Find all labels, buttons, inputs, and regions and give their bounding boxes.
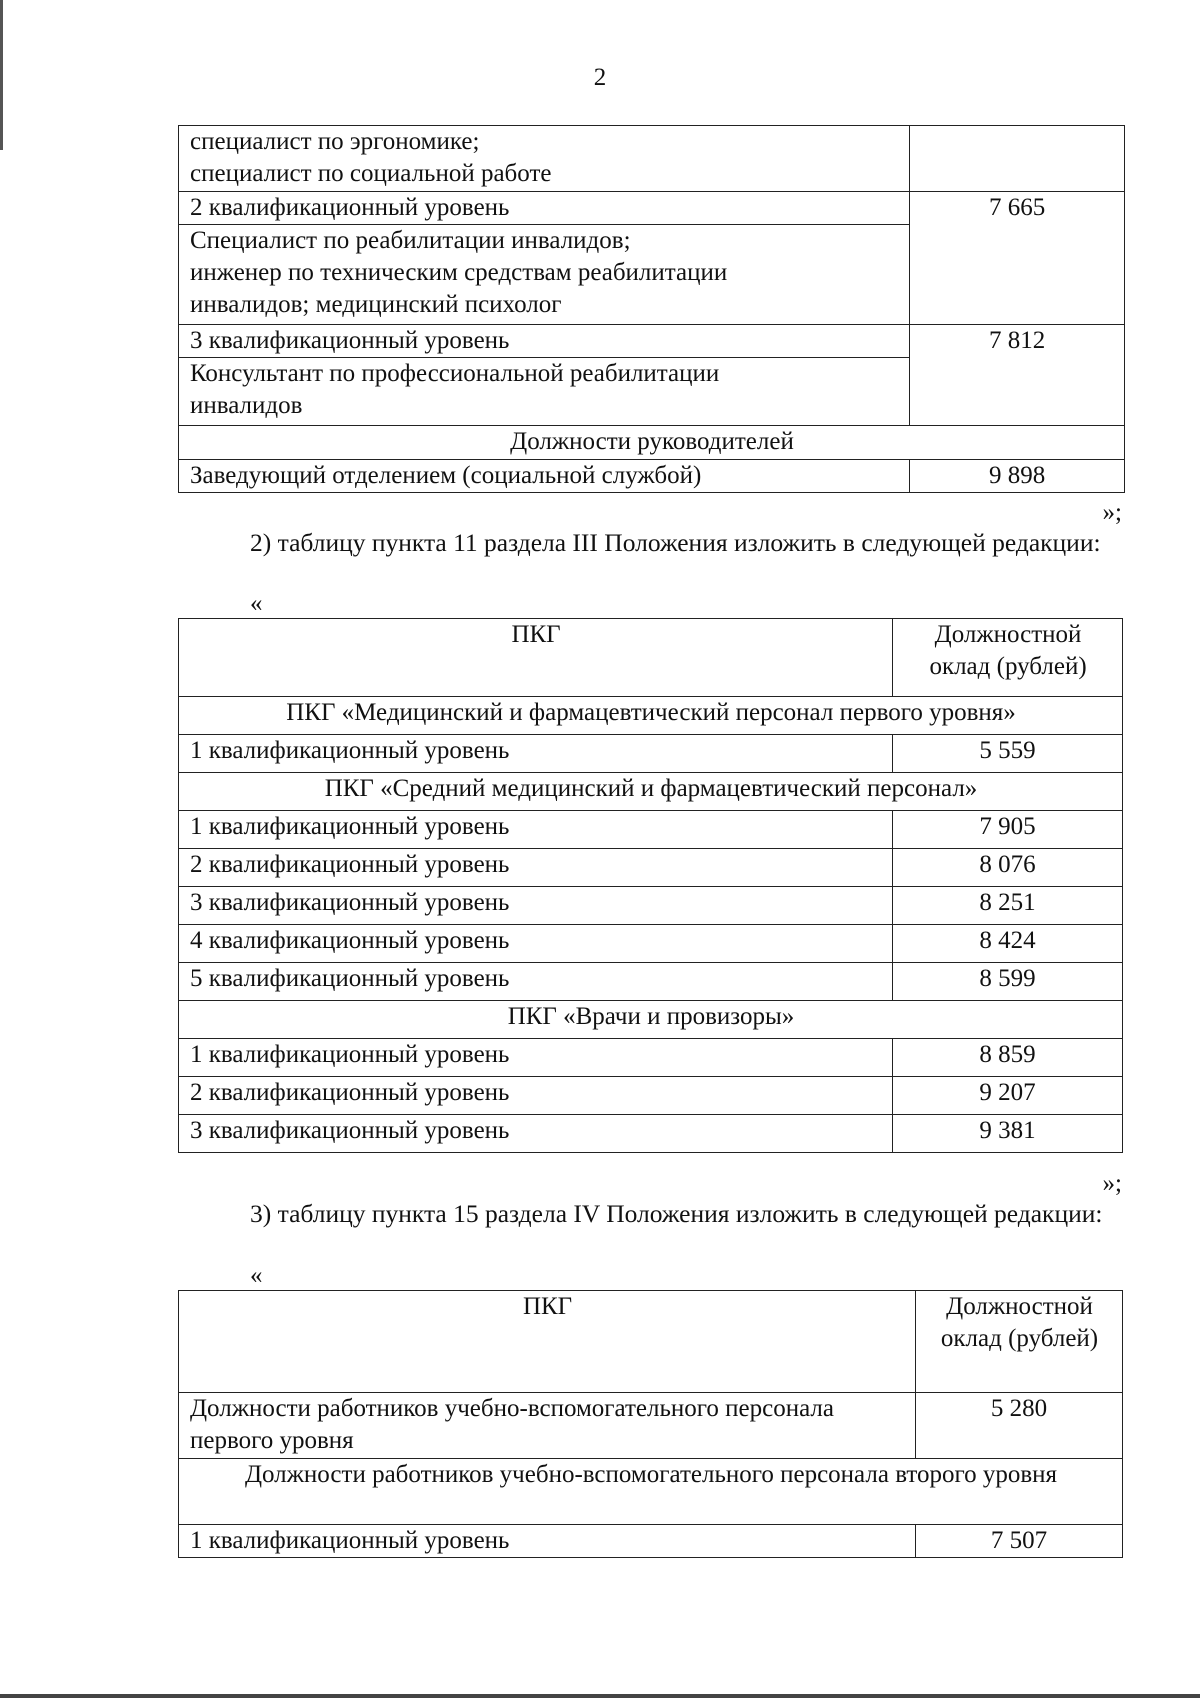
- section-heading-cell: Должности руководителей: [179, 426, 1125, 460]
- header-salary: Должностной оклад (рублей): [916, 1291, 1123, 1393]
- table-row: [179, 1525, 1123, 1558]
- group-row: [179, 697, 1123, 735]
- table-row: [179, 887, 1123, 925]
- opening-quote: «: [250, 1262, 263, 1289]
- group-heading-cell: Должности работников учебно-вспомогательного персонала второго уровня: [179, 1459, 1123, 1525]
- qualification-level-cell: 3 квалификационный уровень: [179, 325, 910, 358]
- table-row: [179, 1393, 1123, 1459]
- table-row: [179, 426, 1125, 460]
- table-row: [179, 735, 1123, 773]
- closing-quote: »;: [1102, 499, 1122, 526]
- salary-cell: 8 424: [893, 925, 1123, 963]
- salary-cell: 9 898: [910, 460, 1125, 493]
- salary-cell: 7 665: [910, 192, 1125, 325]
- table-row: [179, 1115, 1123, 1153]
- group-heading-cell: ПКГ «Врачи и провизоры»: [179, 1001, 1123, 1039]
- table-row: [179, 1039, 1123, 1077]
- closing-quote: »;: [1102, 1170, 1122, 1197]
- qualification-level-cell: 4 квалификационный уровень: [179, 925, 893, 963]
- qualification-level-cell: 2 квалификационный уровень: [179, 1077, 893, 1115]
- salary-cell: 8 859: [893, 1039, 1123, 1077]
- salary-cell: 7 507: [916, 1525, 1123, 1558]
- table-row: [179, 811, 1123, 849]
- position-list-cell: специалист по эргономике; специалист по социальной работе: [179, 126, 910, 192]
- salary-cell: 7 812: [910, 325, 1125, 426]
- qualification-level-cell: 1 квалификационный уровень: [179, 1525, 916, 1558]
- support-staff-salary-table: [178, 1290, 1123, 1558]
- qualification-level-cell: 2 квалификационный уровень: [179, 849, 893, 887]
- table-row: [179, 1077, 1123, 1115]
- salary-cell: 8 251: [893, 887, 1123, 925]
- table-header-row: [179, 1291, 1123, 1393]
- group-row: [179, 773, 1123, 811]
- table-row: [179, 192, 1125, 225]
- salary-cell: 8 076: [893, 849, 1123, 887]
- qualification-level-cell: 1 квалификационный уровень: [179, 811, 893, 849]
- salary-table-continuation: [178, 125, 1125, 493]
- qualification-level-cell: 3 квалификационный уровень: [179, 1115, 893, 1153]
- scan-edge-bottom: [0, 1694, 1200, 1698]
- position-cell: Заведующий отделением (социальной службой): [179, 460, 910, 493]
- table-row: [179, 126, 1125, 192]
- qualification-level-cell: 5 квалификационный уровень: [179, 963, 893, 1001]
- table-row: [179, 849, 1123, 887]
- position-cell: Должности работников учебно-вспомогательного персонала первого уровня: [179, 1393, 916, 1459]
- table-row: [179, 325, 1125, 358]
- table-header-row: [179, 619, 1123, 697]
- header-pkg: ПКГ: [179, 619, 893, 697]
- group-heading-cell: ПКГ «Медицинский и фармацевтический персонал первого уровня»: [179, 697, 1123, 735]
- table-row: [179, 925, 1123, 963]
- salary-cell: 5 559: [893, 735, 1123, 773]
- qualification-level-cell: 1 квалификационный уровень: [179, 1039, 893, 1077]
- position-list-cell: Консультант по профессиональной реабилитации инвалидов: [179, 358, 910, 426]
- salary-cell: 7 905: [893, 811, 1123, 849]
- group-row: [179, 1459, 1123, 1525]
- group-row: [179, 1001, 1123, 1039]
- page-number: 2: [593, 64, 607, 91]
- qualification-level-cell: 3 квалификационный уровень: [179, 887, 893, 925]
- paragraph-item-3: 3) таблицу пункта 15 раздела IV Положения изложить в следующей редакции:: [250, 1199, 1103, 1228]
- salary-cell: 5 280: [916, 1393, 1123, 1459]
- header-salary: Должностной оклад (рублей): [893, 619, 1123, 697]
- position-list-cell: Специалист по реабилитации инвалидов; инженер по техническим средствам реабилитации инвалидов; медицинский психолог: [179, 225, 910, 325]
- group-heading-cell: ПКГ «Средний медицинский и фармацевтический персонал»: [179, 773, 1123, 811]
- salary-cell: [910, 126, 1125, 192]
- medical-staff-salary-table: [178, 618, 1123, 1153]
- salary-cell: 9 381: [893, 1115, 1123, 1153]
- paragraph-item-2: 2) таблицу пункта 11 раздела III Положения изложить в следующей редакции:: [250, 528, 1101, 557]
- header-pkg: ПКГ: [179, 1291, 916, 1393]
- table-row: [179, 460, 1125, 493]
- qualification-level-cell: 1 квалификационный уровень: [179, 735, 893, 773]
- salary-cell: 8 599: [893, 963, 1123, 1001]
- opening-quote: «: [250, 590, 263, 617]
- salary-cell: 9 207: [893, 1077, 1123, 1115]
- qualification-level-cell: 2 квалификационный уровень: [179, 192, 910, 225]
- table-row: [179, 963, 1123, 1001]
